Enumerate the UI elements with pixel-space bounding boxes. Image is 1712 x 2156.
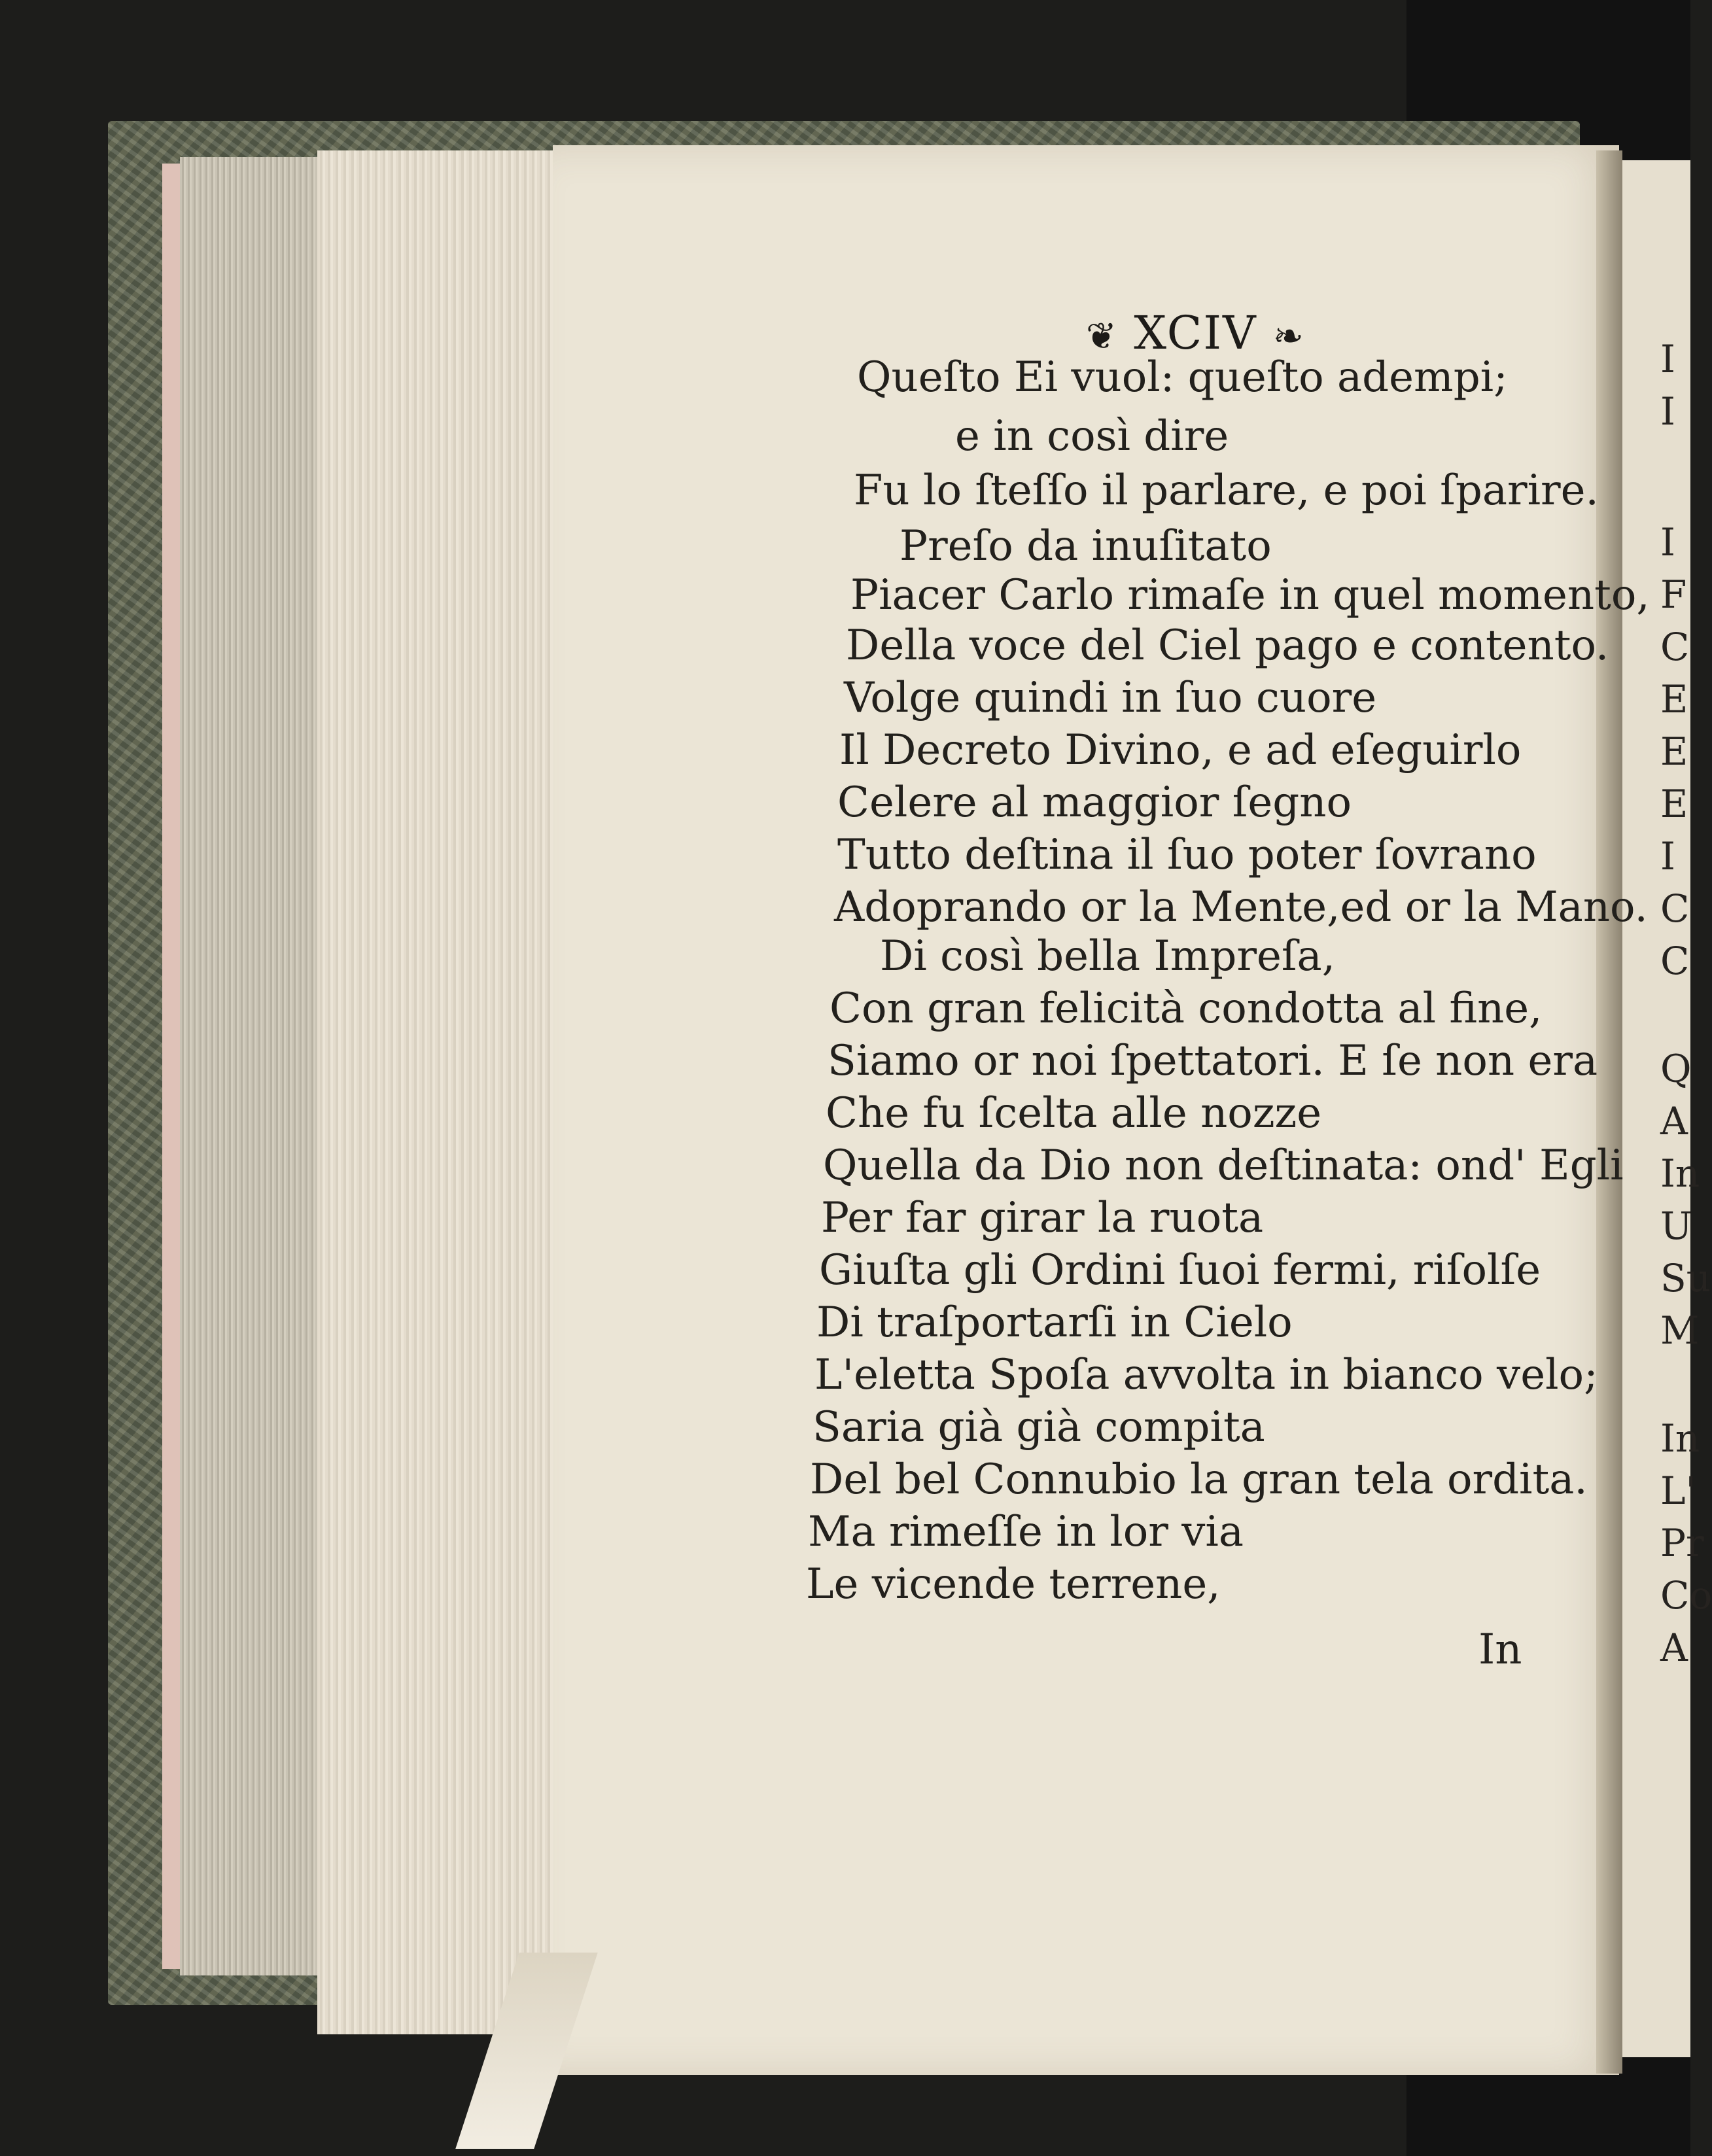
text-line: Di traſportarſi in Cielo	[816, 1298, 1293, 1347]
next-page-fragment: L'	[1660, 1469, 1696, 1513]
pink-page-edge	[162, 164, 182, 1969]
ornament-right-icon: ❧	[1272, 315, 1305, 358]
next-page-fragment: Q	[1660, 1047, 1692, 1091]
text-line: Adoprando or la Mente,ed or la Mano.	[834, 883, 1648, 931]
next-page-fragment: E	[1660, 782, 1688, 826]
text-line: Il Decreto Divino, e ad eſeguirlo	[839, 726, 1522, 774]
next-page-fragment: U	[1660, 1204, 1692, 1248]
text-line: Piacer Carlo rimaſe in quel momento,	[850, 571, 1650, 619]
text-line: Con gran felicità condotta al fine,	[830, 984, 1543, 1033]
text-line: Volge quindi in ſuo cuore	[844, 674, 1377, 722]
gutter	[1596, 150, 1622, 2074]
next-page-fragment: E	[1660, 729, 1688, 774]
next-page-fragment: I	[1660, 834, 1675, 878]
text-line: Preſo da inuſitato	[900, 522, 1272, 570]
text-line: Tutto deſtina il ſuo poter ſovrano	[837, 831, 1537, 879]
text-line: Che fu ſcelta alle nozze	[826, 1089, 1322, 1138]
text-line: Ma rimeſſe in lor via	[808, 1508, 1244, 1556]
catchword: In	[1478, 1626, 1522, 1674]
next-page-fragment: A	[1660, 1626, 1688, 1670]
next-page-fragment: C	[1660, 939, 1690, 983]
next-page-fragment: I	[1660, 520, 1675, 565]
text-line: Saria già già compita	[812, 1403, 1265, 1452]
text-line: L'eletta Spoſa avvolta in bianco velo;	[814, 1351, 1598, 1399]
ornament-left-icon: ❦	[1086, 315, 1118, 358]
text-line: Del bel Connubio la gran tela ordita.	[810, 1455, 1588, 1504]
text-line: Di così bella Impreſa,	[880, 932, 1336, 981]
next-page-fragment: F	[1660, 572, 1687, 617]
next-page-fragment: In	[1660, 1151, 1700, 1196]
next-page-fragment: A	[1660, 1099, 1688, 1143]
next-page-fragment: I	[1660, 389, 1675, 434]
text-line: Le vicende terrene,	[806, 1560, 1221, 1608]
next-page-fragment: I	[1660, 337, 1675, 381]
page-block-edge	[180, 157, 317, 1975]
text-line: Per far girar la ruota	[821, 1194, 1264, 1242]
next-page-fragment: C	[1660, 886, 1690, 931]
left-leaves	[317, 150, 566, 2034]
next-page-fragment: In	[1660, 1416, 1700, 1461]
next-page-fragment: Co	[1660, 1573, 1712, 1618]
text-line: Quella da Dio non deſtinata: ond' Egli	[823, 1141, 1624, 1190]
page-header	[1086, 306, 1305, 360]
text-line: Fu lo ſteſſo il parlare, e poi ſparire.	[854, 466, 1599, 515]
text-line: e in così dire	[955, 412, 1229, 461]
text-line: Della voce del Ciel pago e contento.	[846, 621, 1609, 670]
next-page-fragment: E	[1660, 677, 1688, 722]
text-line: Queſto Ei vuol: queſto adempi;	[857, 353, 1508, 402]
next-page-fragment: C	[1660, 625, 1690, 669]
next-page-fragment: M	[1660, 1308, 1700, 1353]
text-line: Giuſta gli Ordini ſuoi fermi, riſolſe	[819, 1246, 1541, 1295]
text-line: Siamo or noi ſpettatori. E ſe non era	[828, 1037, 1598, 1085]
next-page-fragment: Pr	[1660, 1521, 1704, 1565]
next-page-fragment: Su	[1660, 1256, 1711, 1300]
text-line: Celere al maggior ſegno	[837, 778, 1352, 827]
page-number: XCIV	[1134, 306, 1257, 360]
